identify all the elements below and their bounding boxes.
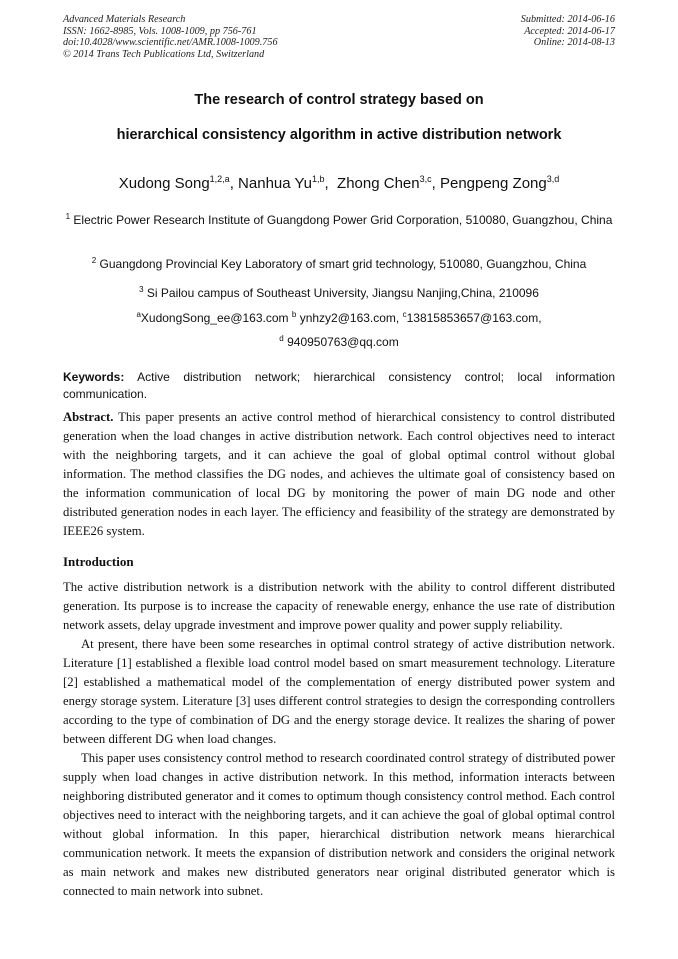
introduction-body	[63, 578, 615, 901]
author-emails: $^a$XudongSong_ee@163.com $^b$ ynhzy2@163.com, $^c$13815853657@163.com,	[136, 310, 542, 325]
paper-title-line-2: hierarchical consistency algorithm in active distribution network	[116, 127, 562, 143]
abstract	[63, 408, 615, 541]
date-online: Online: 2014-08-13	[533, 37, 615, 49]
keywords	[63, 369, 615, 402]
journal-doi: doi:10.4028/www.scientific.net/AMR.1008-1009.756	[63, 37, 278, 49]
keywords-label: Keywords:	[63, 370, 125, 384]
author-email-d: $^d$ 940950763@qq.com	[279, 334, 399, 349]
date-accepted: Accepted: 2014-06-17	[524, 25, 615, 37]
date-submitted: Submitted: 2014-06-16	[520, 14, 615, 25]
author-sup: 3,c	[419, 174, 432, 184]
affiliation-3: $^3$ Si Pailou campus of Southeast University, Jiangsu Nanjing,China, 210096	[139, 285, 539, 300]
email-link[interactable]: 13815853657@163.com,	[406, 311, 542, 325]
author-name: Pengpeng Zong	[439, 175, 547, 192]
author-list: Xudong Song$^{1,2,a}$, Nanhua Yu$^{1,b}$, Zhong Chen$^{3,c}$, Pengpeng Zong$^{3,d}$	[118, 174, 560, 192]
email-link[interactable]: 940950763@qq.com	[287, 335, 399, 349]
journal-issn: ISSN: 1662-8985, Vols. 1008-1009, pp 756-761	[63, 25, 257, 37]
email-link[interactable]: XudongSong_ee@163.com	[140, 311, 289, 325]
journal-copyright: © 2014 Trans Tech Publications Ltd, Switzerland	[63, 48, 265, 60]
email-link[interactable]: ynhzy2@163.com,	[299, 311, 400, 325]
author-name: Zhong Chen	[337, 175, 420, 192]
abstract-text: This paper presents an active control method of hierarchical consistency to control distributed generation when the load changes in active distribution network. Each control objectives need to interact with the neighboring targets, and it can achieve the goal of global optimal control without global information. The method classifies the DG nodes, and achieves the ultimate goal of consistency based on the information communication of local DG by monitoring the power of main DG node and other distributed generation nodes in each layer. The efficiency and feasibility of the strategy are demonstrated by IEEE26 system.	[63, 410, 615, 538]
paragraph: At present, there have been some researches in optimal control strategy of active distribution network. Literature [1] established a flexible load control model based on smart measurement technology. Literature [2] established a mathematical model of the complementation of energy distributed power system and energy storage system. Literature [3] uses different control strategies to design the corresponding controllers according to the type of combination of DG and the energy storage device. It realizes the sharing of power between different DG when load changes.	[63, 637, 615, 746]
author-name: Xudong Song	[118, 175, 210, 192]
journal-info	[63, 14, 278, 60]
affiliation-2: $^2$ Guangdong Provincial Key Laboratory of smart grid technology, 510080, Guangzhou, China	[91, 256, 587, 271]
keywords-text: Active distribution network; hierarchical consistency control; local information communication.	[63, 370, 615, 401]
section-heading-introduction: Introduction	[63, 554, 134, 569]
author-sup: 3,d	[546, 174, 560, 184]
journal-name: Advanced Materials Research	[63, 14, 186, 25]
author-name: Nanhua Yu	[238, 175, 313, 192]
submission-dates	[521, 14, 615, 49]
paragraph: This paper uses consistency control method to research coordinated control strategy of distributed power supply when load changes in active distribution network. In this method, information interacts between neighboring distributed generator and it comes to optimum though consistency control method. Each control objectives need to interact with the neighboring targets, and it can achieve the goal of global optimal control without global information. In this paper, hierarchical distribution network means hierarchical communication network. It meets the expansion of distribution network and considers the original network as main network and makes new distributed generators near original distributed generator which is connected to main network into subnet.	[63, 751, 615, 898]
paper-title-line-1: The research of control strategy based on	[194, 92, 484, 108]
paragraph: The active distribution network is a distribution network with the ability to control different distributed generation. Its purpose is to increase the capacity of renewable energy, enhance the use rate of distribution network assets, delay upgrade investment and improve power quality and power supply reliability.	[63, 580, 615, 632]
abstract-label: Abstract.	[63, 410, 114, 424]
author-sup: 1,2,a	[209, 174, 230, 184]
affiliation-1: $^1$ Electric Power Research Institute of Guangdong Power Grid Corporation, 510080, Guangzhou, China	[65, 212, 613, 227]
author-sup: 1,b	[312, 174, 325, 184]
